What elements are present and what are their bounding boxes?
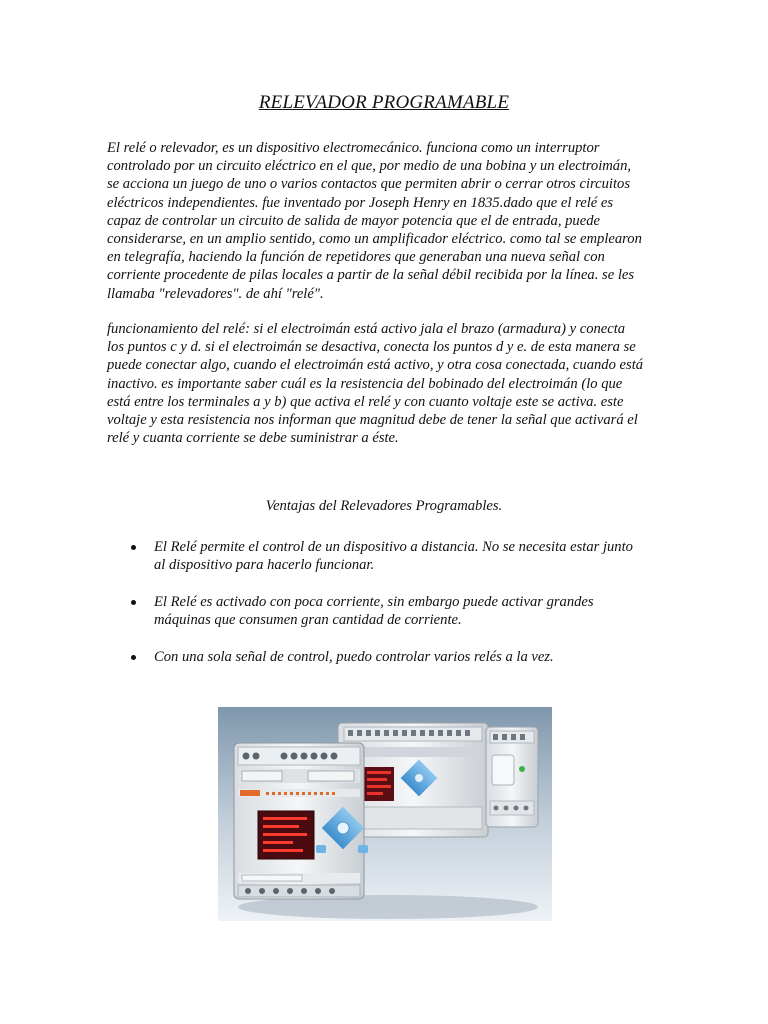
list-item-line: máquinas que consumen gran cantidad de corriente. [154,612,462,629]
relay-expansion-module [486,727,538,827]
bullet-icon [131,655,136,660]
paragraph-line: puede conectar algo, cuando el electroimán está activo, y otra cosa conectada, cuando está [107,357,644,374]
paragraph-line: corriente procedente de pilas locales a partir de la señal débil recibida por la línea. se les [107,267,635,284]
list-item-line: El Relé permite el control de un dispositivo a distancia. No se necesita estar junto [154,539,633,555]
paragraph-line: está entre los terminales a y b) que activa el relé y con cuanto voltaje este se activa. este [107,393,624,410]
list-item-line: El Relé es activado con poca corriente, sin embargo puede activar grandes [154,594,594,610]
list-item [154,648,674,666]
paragraph-line: llamaba "relevadores". de ahí "relé". [107,285,324,302]
programmable-relay-photo [218,707,552,921]
advantages-heading: Ventajas del Relevadores Programables. [265,498,503,514]
intro-paragraph [107,139,667,303]
list-item [154,538,674,574]
paragraph-line: relé y cuanta corriente se debe suministrar a éste. [107,430,399,447]
paragraph-line: considerarse, en un amplio sentido, como un amplificador eléctrico. como tal se emplearon [107,231,642,248]
paragraph-line: inactivo. es importante saber cuál es la resistencia del bobinado del electroimán (lo que [107,375,623,392]
paragraph-line: funcionamiento del relé: si el electroimán está activo jala el brazo (armadura) y conecta [107,321,626,337]
bullet-icon [131,545,136,550]
list-item-line: Con una sola señal de control, puedo controlar varios relés a la vez. [154,649,554,665]
bullet-icon [131,600,136,605]
paragraph-line: se acciona un juego de uno o varios contactos que permiten abrir o cerrar otros circuitos [107,176,631,193]
operation-paragraph [107,320,667,447]
list-item [154,593,674,629]
paragraph-line: controlado por un circuito eléctrico en el que, por medio de una bobina y un electroimán, [107,158,632,175]
relay-unit-front [234,743,368,899]
list-item-line: al dispositivo para hacerlo funcionar. [154,557,375,574]
paragraph-line: capaz de controlar un circuito de salida de mayor potencia que el de entrada, puede [107,212,600,229]
paragraph-line: los puntos c y d. si el electroimán se desactiva, conecta los puntos d y e. de esta manera se [107,339,636,356]
paragraph-line: voltaje y esta resistencia nos informan que magnitud debe de tener la señal que activará el [107,412,638,429]
paragraph-line: eléctricos independientes. fue inventado por Joseph Henry en 1835.dado que el relé es [107,194,614,211]
paragraph-line: El relé o relevador, es un dispositivo electromecánico. funciona como un interruptor [107,140,600,156]
document-title: RELEVADOR PROGRAMABLE [258,92,510,113]
paragraph-line: en telegrafía, haciendo la función de repetidores que generaban una nueva señal con [107,249,605,266]
